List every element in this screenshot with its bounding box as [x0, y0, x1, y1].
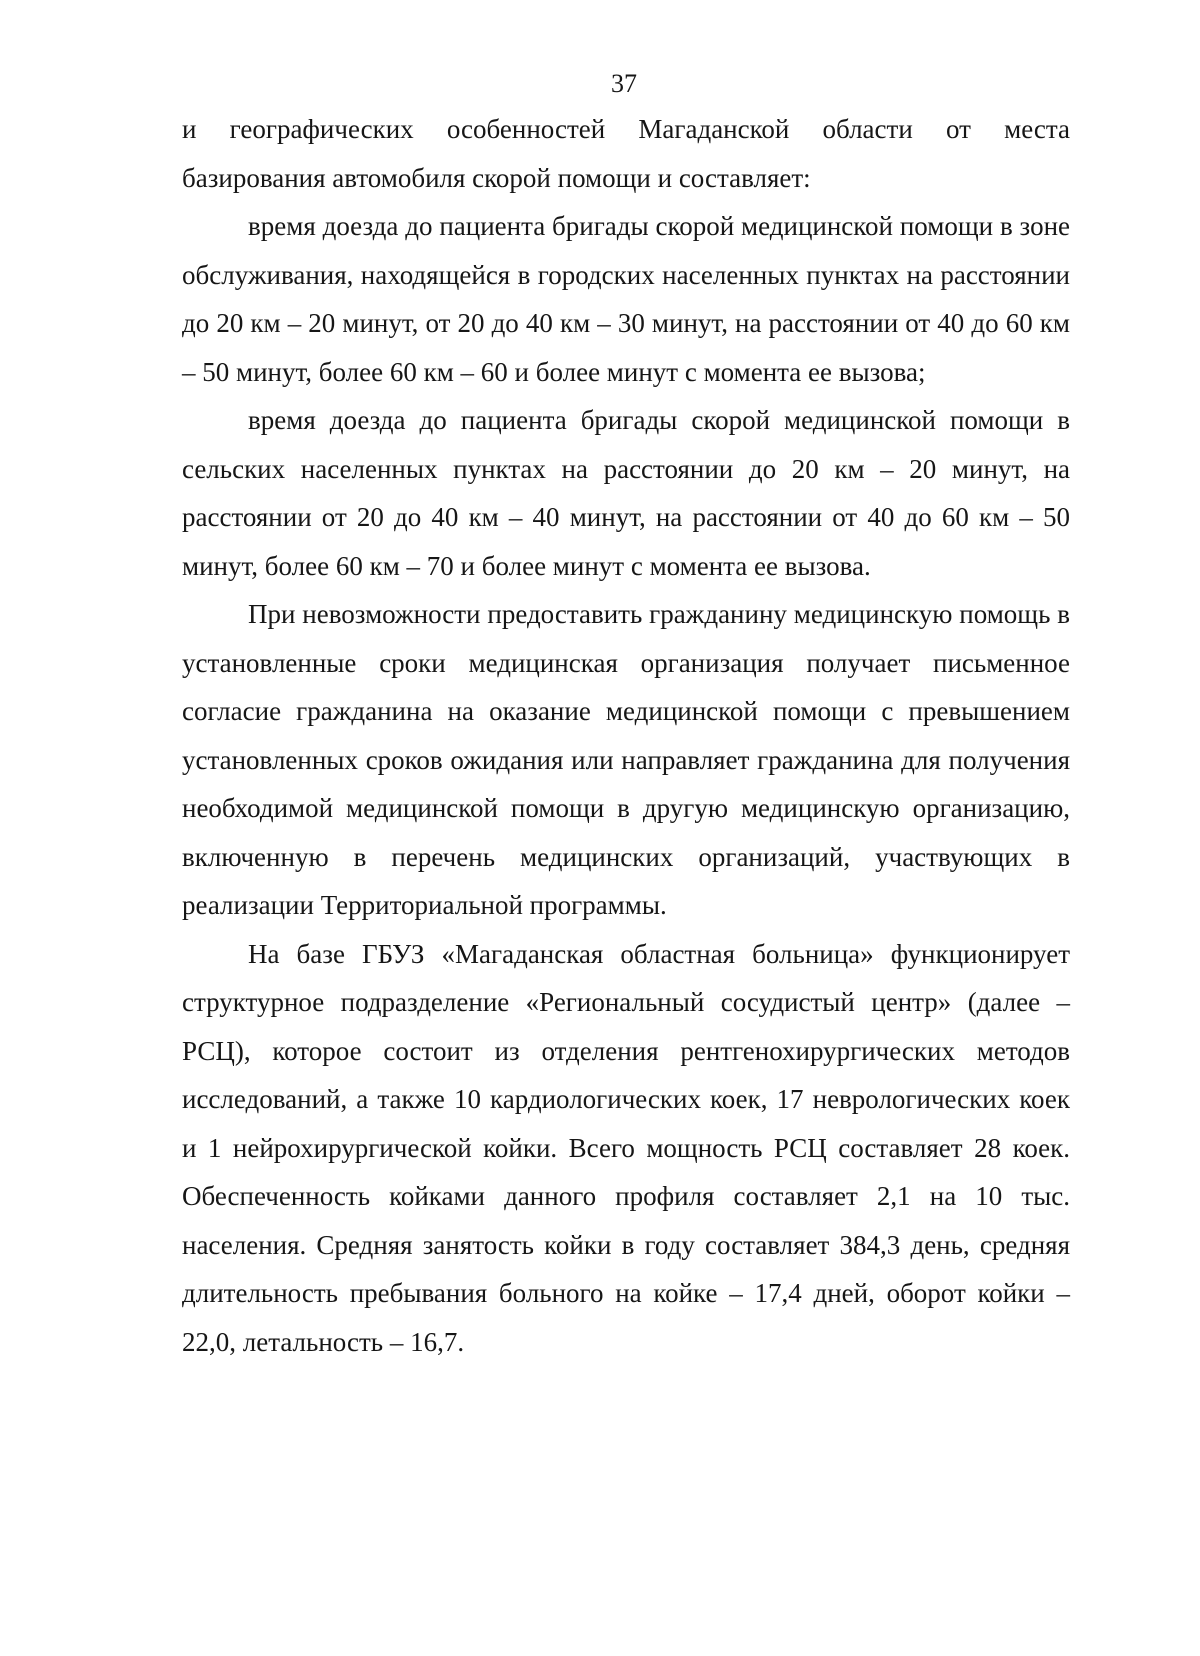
paragraph-continuation [182, 105, 1070, 202]
paragraph-rural-response-time: время доезда до пациента бригады скорой медицинской помощи в сельских населенных пунктах на расстоянии до 20 км – 20 минут, на расстоянии от 20 до 40 км – 40 минут, на расстоянии от 40 до 60 км – 50 минут, более 60 км – 70 и более минут с момента ее вызова. [182, 405, 1070, 581]
page-number: 37 [611, 69, 637, 98]
paragraph-continuation-first-line: и географических особенностей Магаданской области от места [182, 114, 1070, 144]
paragraph-urban-response-time: время доезда до пациента бригады скорой медицинской помощи в зоне обслуживания, находящейся в городских населенных пунктах на расстоянии до 20 км – 20 минут, от 20 до 40 км – 30 минут, на расстоянии от 40 до 60 км – 50 минут, более 60 км – 60 и более минут с момента ее вызова; [182, 211, 1070, 387]
paragraph-consent: При невозможности предоставить гражданину медицинскую помощь в установленные сроки медицинская организация получает письменное согласие гражданина на оказание медицинской помощи с превышением установленных сроков ожидания или направляет гражданина для получения необходимой медицинской помощи в другую медицинскую организацию, включенную в перечень медицинских организаций, участвующих в реализации Территориальной программы. [182, 599, 1070, 920]
document-body [182, 105, 1070, 1366]
paragraph-vascular-center: На базе ГБУЗ «Магаданская областная больница» функционирует структурное подразделение «Региональный сосудистый центр» (далее – РСЦ), которое состоит из отделения рентгенохирургических методов исследований, а также 10 кардиологических коек, 17 неврологических коек и 1 нейрохирургической койки. Всего мощность РСЦ составляет 28 коек. Обеспеченность койками данного профиля составляет 2,1 на 10 тыс. населения. Средняя занятость койки в году составляет 384,3 день, средняя длительность пребывания больного на койке – 17,4 дней, оборот койки – 22,0, летальность – 16,7. [182, 938, 1070, 1357]
paragraph-continuation-rest: базирования автомобиля скорой помощи и составляет: [182, 162, 811, 193]
